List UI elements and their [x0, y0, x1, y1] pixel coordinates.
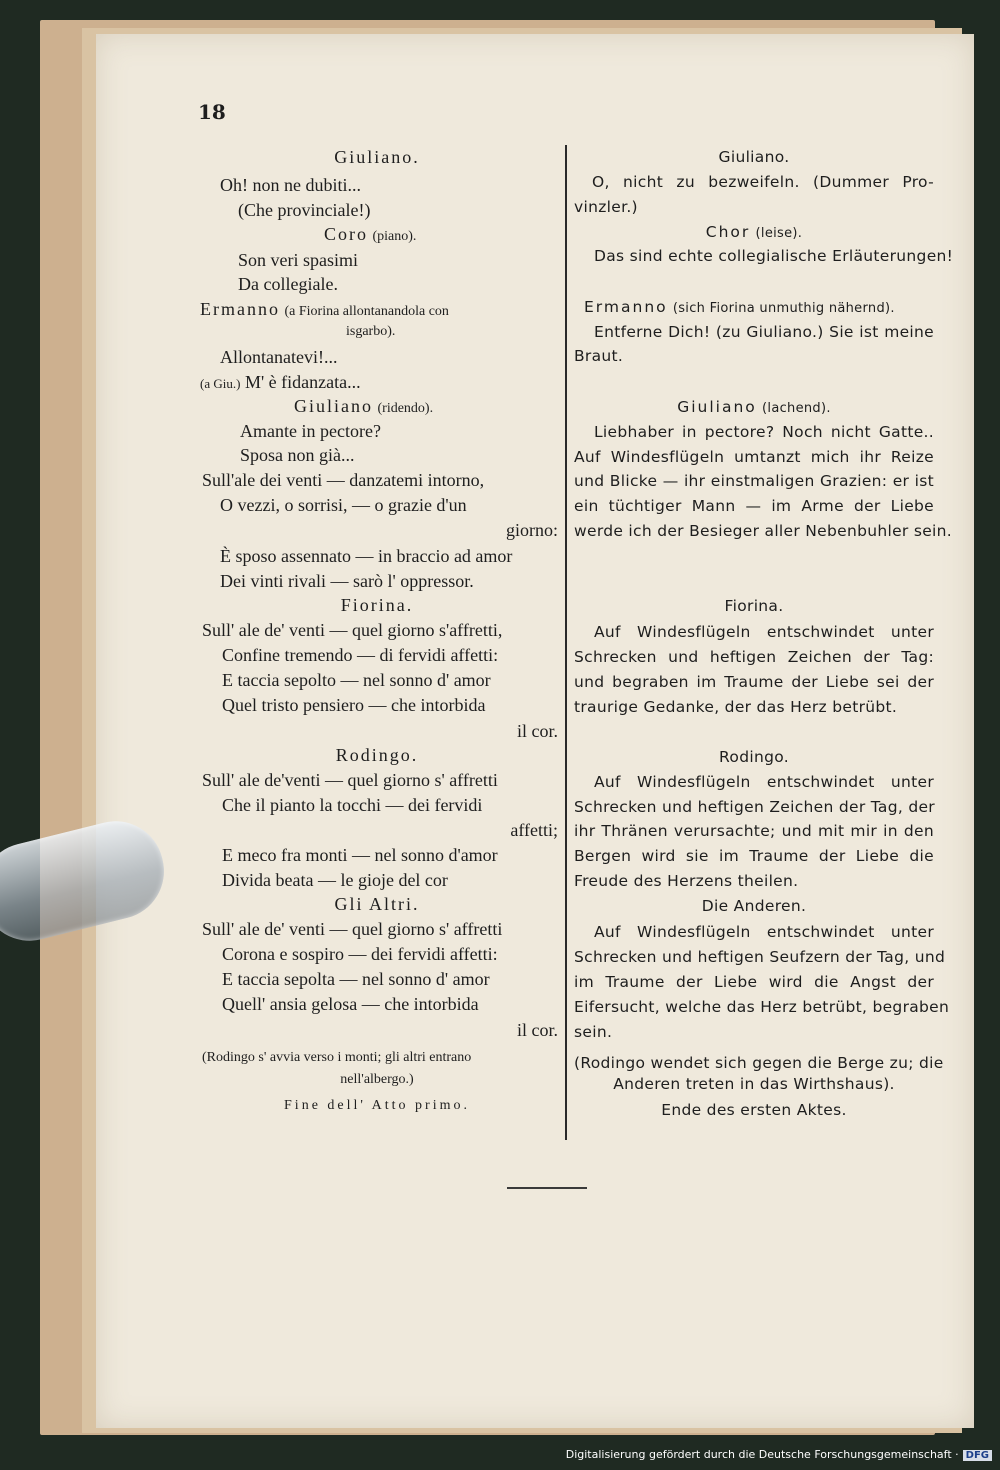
verse-line: Allontanatevi!... — [220, 347, 338, 367]
speaker-heading: Giuliano (ridendo). — [294, 396, 434, 416]
prose-line: im Traume der Liebe wird die Angst der — [574, 973, 934, 991]
prose-line: Schrecken und heftigen Zeichen der Tag: — [574, 648, 934, 666]
prose-line: Das sind echte collegialische Erläuterungen! — [594, 247, 954, 265]
verse-line: Corona e sospiro — dei fervidi affetti: — [222, 944, 498, 964]
prose-line: Auf Windesflügeln entschwindet unter — [594, 773, 934, 791]
speaker-heading: Fiorina. — [724, 597, 784, 615]
verse-line: Sposa non già... — [240, 445, 355, 465]
stage-direction: nell'albergo.) — [340, 1072, 414, 1087]
stage-direction: Anderen treten in das Wirthshaus). — [613, 1075, 895, 1093]
verse-line: Sull' ale de' venti — quel giorno s' affretti — [202, 919, 503, 939]
prose-line: Auf Windesflügeln entschwindet unter — [594, 623, 934, 641]
digitization-footer — [566, 1448, 992, 1461]
verse-line: Da collegiale. — [238, 274, 338, 294]
stage-direction: (Rodingo s' avvia verso i monti; gli altri entrano — [202, 1050, 472, 1065]
verse-line: il cor. — [517, 721, 558, 741]
verse-line: (a Giu.) M' è fidanzata... — [200, 372, 361, 392]
speaker-heading: Coro (piano). — [324, 224, 417, 244]
verse-line: Oh! non ne dubiti... — [220, 175, 361, 195]
dfg-logo: DFG — [963, 1450, 992, 1461]
verse-line: E meco fra monti — nel sonno d'amor — [222, 845, 498, 865]
end-rule — [507, 1187, 587, 1189]
prose-line: Braut. — [574, 347, 624, 365]
speaker-heading: Chor (leise). — [705, 223, 803, 241]
prose-line: O, nicht zu bezweifeln. (Dummer Pro- — [592, 173, 934, 191]
prose-line: sein. — [574, 1023, 613, 1041]
speaker-heading: Rodingo. — [719, 748, 789, 766]
act-end: Fine dell' Atto primo. — [284, 1098, 470, 1113]
prose-line: Eifersucht, welche das Herz betrübt, begraben — [574, 998, 950, 1016]
verse-line: Amante in pectore? — [240, 421, 381, 441]
prose-line: werde ich der Besieger aller Nebenbuhler sein. — [574, 522, 953, 540]
verse-line: Sull' ale de'venti — quel giorno s' affretti — [202, 770, 498, 790]
verse-line: Sull' ale de' venti — quel giorno s'affretti, — [202, 620, 503, 640]
prose-line: Schrecken und heftigen Seufzern der Tag, und — [574, 948, 946, 966]
prose-line: Auf Windesflügeln umtanzt mich ihr Reize — [574, 448, 934, 466]
verse-line: affetti; — [510, 820, 558, 840]
footer-text: Digitalisierung gefördert durch die Deutsche Forschungsgemeinschaft · — [565, 1448, 959, 1461]
speaker-heading: Die Anderen. — [701, 897, 807, 915]
prose-line: Schrecken und heftigen Zeichen der Tag, der — [574, 798, 935, 816]
verse-line: Son veri spasimi — [238, 250, 358, 270]
speaker-heading: Giuliano (lachend). — [677, 398, 831, 416]
verse-line: Dei vinti rivali — sarò l' oppressor. — [220, 571, 474, 591]
verse-line: Divida beata — le gioje del cor — [222, 870, 448, 890]
prose-line: Liebhaber in pectore? Noch nicht Gatte.. — [594, 423, 934, 441]
verse-line: Sull'ale dei venti — danzatemi intorno, — [202, 470, 485, 490]
prose-line: vinzler.) — [574, 198, 638, 216]
verse-line: giorno: — [506, 520, 558, 540]
prose-line: ihr Thränen verursachte; und mit mir in den — [574, 822, 934, 840]
prose-line: Auf Windesflügeln entschwindet unter — [594, 923, 934, 941]
prose-line: traurige Gedanke, der das Herz betrübt. — [574, 698, 898, 716]
prose-line: und Blicke — ihr einstmaligen Grazien: er ist — [574, 472, 934, 490]
speaker-heading: Rodingo. — [335, 745, 419, 765]
speaker-heading: Ermanno (sich Fiorina unmuthig nähernd). — [584, 298, 895, 316]
verse-line: E taccia sepolta — nel sonno d' amor — [222, 969, 490, 989]
speaker-heading: Ermanno (a Fiorina allontanandola con — [200, 299, 449, 319]
stage-direction: isgarbo). — [346, 324, 396, 339]
verse-line: Quel tristo pensiero — che intorbida — [222, 695, 486, 715]
verse-line: E taccia sepolto — nel sonno d' amor — [222, 670, 491, 690]
prose-line: Freude des Herzens theilen. — [574, 872, 799, 890]
prose-line: und begraben im Traume der Liebe sei der — [574, 673, 934, 691]
speaker-heading: Gli Altri. — [334, 894, 420, 914]
verse-line: Quell' ansia gelosa — che intorbida — [222, 994, 479, 1014]
column-divider — [565, 145, 567, 1140]
act-end: Ende des ersten Aktes. — [661, 1101, 847, 1119]
stage-direction: (Rodingo wendet sich gegen die Berge zu; die — [574, 1054, 944, 1072]
page-number: 18 — [198, 100, 226, 124]
verse-line: Che il pianto la tocchi — dei fervidi — [222, 795, 483, 815]
speaker-heading: Giuliano. — [334, 147, 420, 167]
verse-line: il cor. — [517, 1020, 558, 1040]
prose-line: ein tüchtiger Mann — im Arme der Liebe — [574, 497, 934, 515]
prose-line: Entferne Dich! (zu Giuliano.) Sie ist meine — [594, 323, 934, 341]
verse-line: Confine tremendo — di fervidi affetti: — [222, 645, 499, 665]
speaker-heading: Giuliano. — [718, 148, 790, 166]
verse-line: (Che provinciale!) — [238, 200, 371, 220]
prose-line: Bergen wird sie im Traume der Liebe die — [574, 847, 934, 865]
speaker-heading: Fiorina. — [340, 595, 414, 615]
verse-line: È sposo assennato — in braccio ad amor — [220, 546, 513, 566]
verse-line: O vezzi, o sorrisi, — o grazie d'un — [220, 495, 467, 515]
